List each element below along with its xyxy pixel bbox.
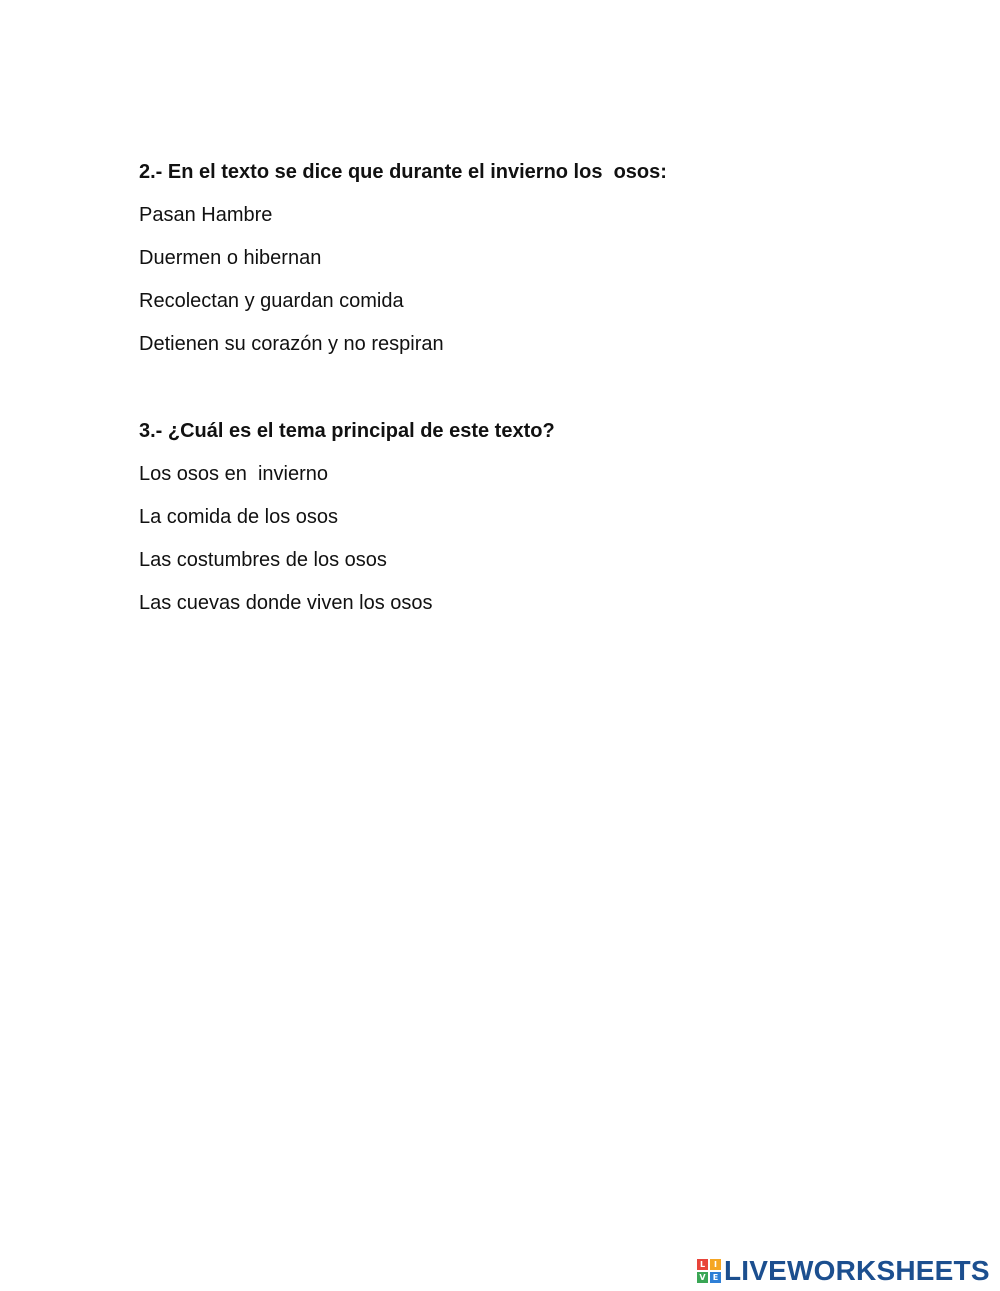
logo-letter-e: E (710, 1272, 721, 1283)
question-3-title: 3.- ¿Cuál es el tema principal de este texto? (139, 420, 555, 442)
liveworksheets-logo-icon (697, 1259, 721, 1283)
question-3-option-1[interactable]: Los osos en invierno (139, 463, 329, 485)
question-2-title: 2.- En el texto se dice que durante el invierno los osos: (139, 161, 667, 183)
logo-letter-i: I (710, 1259, 721, 1270)
question-3-option-4[interactable]: Las cuevas donde viven los osos (139, 592, 433, 614)
liveworksheets-brand (697, 1256, 990, 1286)
question-3-option-2[interactable]: La comida de los osos (139, 506, 339, 528)
question-2-option-2[interactable]: Duermen o hibernan (139, 247, 322, 269)
question-2-option-1[interactable]: Pasan Hambre (139, 204, 273, 226)
question-2-option-4[interactable]: Detienen su corazón y no respiran (139, 333, 444, 355)
brand-name: LIVEWORKSHEETS (724, 1255, 990, 1286)
logo-letter-l: L (697, 1259, 708, 1270)
logo-letter-v: V (697, 1272, 708, 1283)
question-2-option-3[interactable]: Recolectan y guardan comida (139, 290, 404, 312)
question-3 (139, 419, 555, 615)
question-3-option-3[interactable]: Las costumbres de los osos (139, 549, 387, 571)
question-2 (139, 160, 667, 356)
